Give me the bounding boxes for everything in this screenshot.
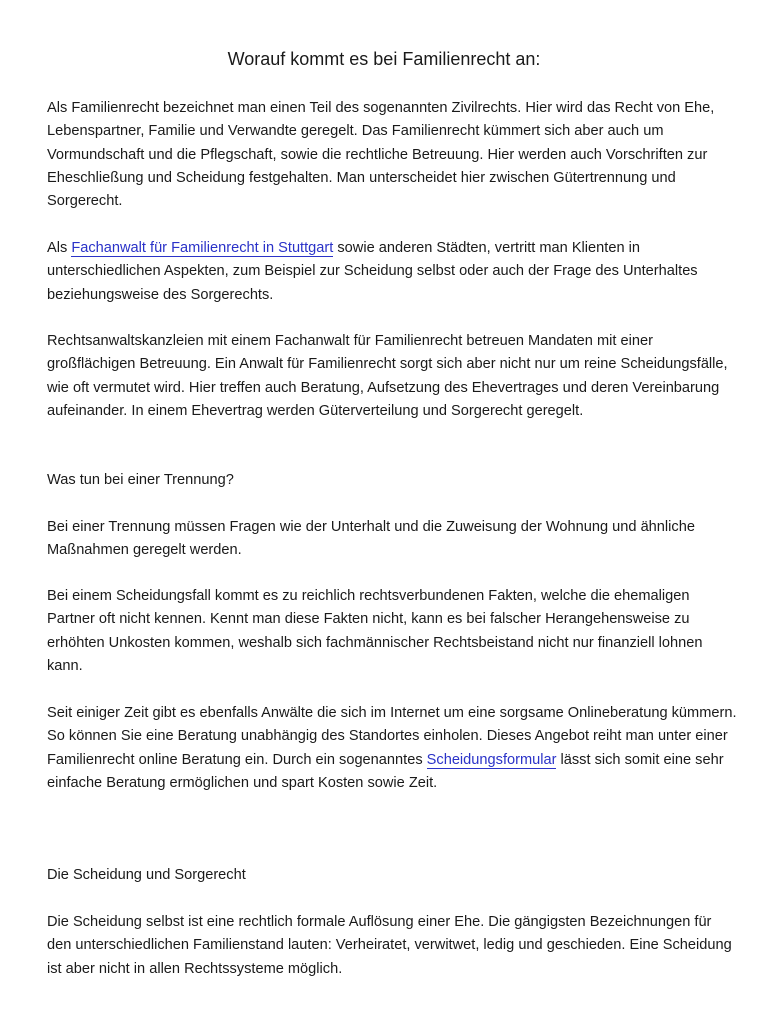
text-span: sowie anderen Städten, vertritt man Klienten in unterschiedlichen Aspekten, zum Beispiel zur Scheidung selbst oder auch der Frage des Unterhaltes beziehungsweise des Sorgerechts.	[47, 240, 698, 303]
heading-scheidung-sorgerecht: Die Scheidung und Sorgerecht	[47, 867, 246, 883]
scheidungsformular-link[interactable]: Scheidungsformular	[426, 751, 557, 768]
paragraph-intro: Als Familienrecht bezeichnet man einen Teil des sogenannten Zivilrechts. Hier wird das Recht von Ehe, Lebenspartner, Familie und Verwandte geregelt. Das Familienrecht kümmert sich aber auch um Vormundschaft und die Pflegschaft, sowie die rechtliche Betreuung. Hier werden auch Vorschriften zur Eheschließung und Scheidung festgehalten. Man unterscheidet hier zwischen Gütertrennung und Sorgerecht.	[47, 100, 715, 210]
paragraph-fachanwalt	[47, 237, 737, 307]
paragraph-onlineberatung	[47, 702, 737, 795]
paragraph-scheidungsfall: Bei einem Scheidungsfall kommt es zu reichlich rechtsverbundenen Fakten, welche die ehemaligen Partner oft nicht kennen. Kennt man diese Fakten nicht, kann es bei falscher Herangehensweise zu erhöhten Unkosten kommen, weshalb sich fachmännischer Rechtsbeistand nicht nur finanziell lohnen kann.	[47, 588, 703, 674]
paragraph-kanzleien: Rechtsanwaltskanzleien mit einem Fachanwalt für Familienrecht betreuen Mandaten mit einer großflächigen Betreuung. Ein Anwalt für Familienrecht sorgt sich aber nicht nur um reine Scheidungsfälle, wie oft vermutet wird. Hier treffen auch Beratung, Aufsetzung des Ehevertrages und deren Vereinbarung aufeinander. In einem Ehevertrag werden Güterverteilung und Sorgerecht geregelt.	[47, 333, 728, 419]
text-span: Als	[47, 240, 72, 256]
paragraph-scheidung: Die Scheidung selbst ist eine rechtlich formale Auflösung einer Ehe. Die gängigsten Bezeichnungen für den unterschiedlichen Familienstand lauten: Verheiratet, verwitwet, ledig und geschieden. Eine Scheidung ist aber nicht in allen Rechtssysteme möglich.	[47, 914, 732, 977]
heading-trennung: Was tun bei einer Trennung?	[47, 472, 234, 488]
page-title: Worauf kommt es bei Familienrecht an:	[227, 49, 541, 69]
text-span: Seit einiger Zeit gibt es ebenfalls Anwälte die sich im Internet um eine sorgsame Onlineberatung kümmern. So können Sie eine Beratung unabhängig des Standortes einholen. Dieses Angebot reiht man unter einer Familienrecht online Beratung ein. Durch ein sogenanntes	[47, 705, 737, 768]
fachanwalt-stuttgart-link[interactable]: Fachanwalt für Familienrecht in Stuttgart	[71, 240, 334, 256]
paragraph-trennung: Bei einer Trennung müssen Fragen wie der Unterhalt und die Zuweisung der Wohnung und ähnliche Maßnahmen geregelt werden.	[47, 519, 695, 559]
text-span: lässt sich somit eine sehr einfache Beratung ermöglichen und spart Kosten sowie Zeit.	[47, 751, 724, 791]
